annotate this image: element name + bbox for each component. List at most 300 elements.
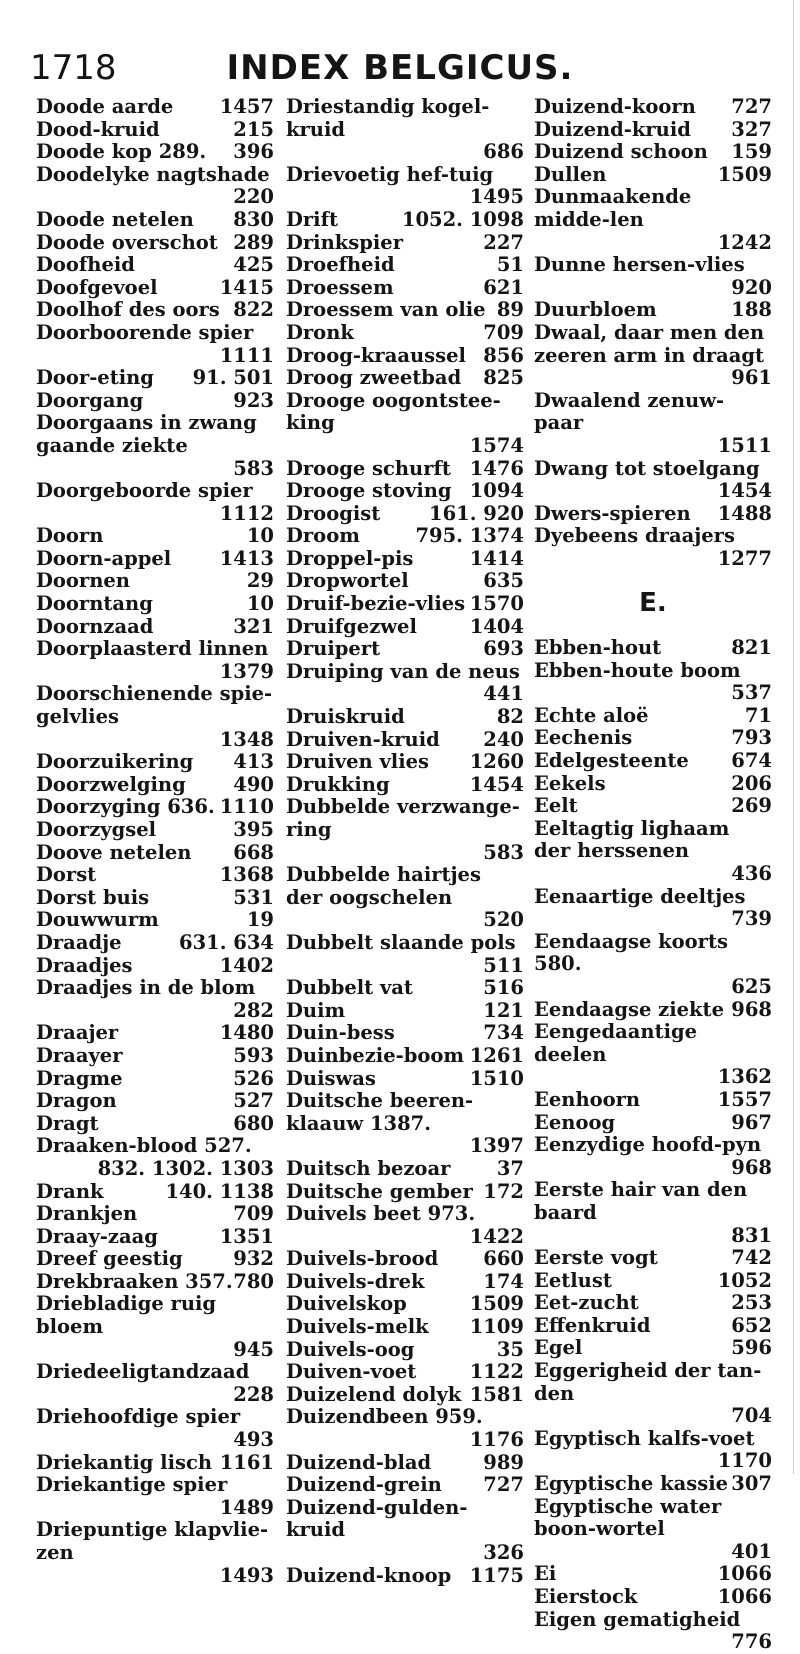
index-entry	[534, 705, 772, 728]
entry-page-ref: 932	[233, 1247, 274, 1271]
entry-term: Duiswas	[286, 1066, 376, 1090]
entry-page-ref: 780	[233, 1269, 274, 1293]
entry-term: Doode overschot	[36, 230, 218, 254]
entry-term: Eenoog	[534, 1110, 616, 1134]
entry-term: Duizendbeen 959.	[286, 1405, 483, 1429]
entry-term: Doode aarde	[36, 95, 174, 118]
entry-term: Duim	[286, 998, 346, 1022]
entry-term: Doorschienende spie-gelvlies	[36, 682, 273, 729]
entry-page-ref: 923	[233, 388, 274, 412]
entry-term: Doornen	[36, 569, 130, 593]
entry-page-ref: 652	[731, 1313, 772, 1337]
index-entry	[286, 1181, 524, 1204]
index-entry	[534, 299, 772, 322]
index-entry	[36, 480, 274, 525]
entry-page-ref: 516	[483, 976, 524, 1000]
index-entry	[286, 480, 524, 503]
index-entry	[534, 1134, 772, 1179]
entry-page-ref: 531	[233, 885, 274, 909]
entry-term: Doorboorende spier	[36, 320, 254, 344]
page-number: 1718	[30, 48, 117, 88]
index-entry	[534, 773, 772, 796]
entry-page-ref: 1510	[469, 1066, 524, 1090]
index-entry	[534, 458, 772, 503]
entry-page-ref: 321	[233, 614, 274, 638]
entry-page-ref: 795. 1374	[415, 524, 524, 548]
entry-page-ref: 215	[233, 117, 274, 141]
entry-term: Dubbelt slaande pols	[286, 930, 516, 954]
index-entry	[36, 1452, 274, 1475]
entry-page-ref: 1509	[469, 1292, 524, 1316]
index-entry	[36, 1248, 274, 1271]
entry-page-ref: 856	[483, 343, 524, 367]
index-entry	[36, 96, 274, 119]
index-entry	[534, 1473, 772, 1496]
index-entry	[286, 345, 524, 368]
entry-page-ref: 1348	[219, 727, 274, 751]
index-entry	[286, 525, 524, 548]
entry-page-ref: 1242	[717, 230, 772, 254]
entry-term: Dubbelde verzwange-ring	[286, 795, 520, 841]
index-entry	[286, 232, 524, 255]
entry-page-ref: 596	[731, 1336, 772, 1360]
entry-page-ref: 413	[233, 750, 274, 774]
index-entry	[36, 1519, 274, 1587]
entry-page-ref: 709	[233, 1202, 274, 1226]
entry-page-ref: 1052. 1098	[401, 207, 524, 231]
entry-page-ref: 693	[483, 637, 524, 661]
entry-term: Echte aloë	[534, 703, 649, 727]
index-entry	[36, 955, 274, 978]
entry-page-ref: 920	[731, 275, 772, 299]
index-entry	[286, 458, 524, 481]
entry-term: Eet-zucht	[534, 1291, 639, 1315]
index-entry	[286, 593, 524, 616]
entry-page-ref: 326	[483, 1541, 524, 1564]
entry-page-ref: 704	[731, 1404, 772, 1428]
index-entry	[534, 637, 772, 660]
entry-term: Duinbezie-boom	[286, 1043, 464, 1067]
entry-page-ref: 625	[731, 974, 772, 998]
entry-term: Ei	[534, 1562, 557, 1586]
entry-term: Eendaagse ziekte	[534, 997, 724, 1021]
entry-term: Egel	[534, 1336, 583, 1360]
entry-page-ref: 19	[246, 908, 274, 932]
entry-term: Eerste hair van den baard	[534, 1178, 748, 1224]
entry-page-ref: 1480	[219, 1021, 274, 1045]
index-entry	[36, 909, 274, 932]
entry-term: Dronk	[286, 320, 354, 344]
entry-page-ref: 490	[233, 772, 274, 796]
page-title: INDEX BELGICUS.	[226, 48, 574, 88]
index-entry	[534, 1586, 772, 1609]
entry-term: Duurbloem	[534, 298, 657, 322]
entry-term: Drooge schurft	[286, 456, 451, 480]
entry-page-ref: 825	[483, 366, 524, 390]
entry-page-ref: 35	[496, 1337, 524, 1361]
entry-term: Druifgezwel	[286, 614, 417, 638]
index-entry	[286, 977, 524, 1000]
entry-term: Duivelskop	[286, 1292, 407, 1316]
index-entry	[286, 1271, 524, 1294]
entry-term: Dwang tot stoelgang	[534, 456, 760, 480]
index-entry	[286, 209, 524, 232]
index-entry	[286, 96, 524, 164]
index-entry	[36, 412, 274, 480]
entry-term: Duitsche gember	[286, 1179, 473, 1203]
entry-term: Doorzyging 636.	[36, 795, 215, 819]
entry-term: Eenaartige deeltjes	[534, 884, 746, 908]
index-entry	[36, 1135, 274, 1180]
entry-term: Doorgeboorde spier	[36, 479, 253, 503]
entry-term: Dwers-spieren	[534, 501, 691, 525]
entry-term: Doofgevoel	[36, 275, 158, 299]
entry-term: Duizend-gulden-kruid	[286, 1495, 468, 1542]
entry-term: Druif-bezie-vlies	[286, 592, 466, 616]
index-entry	[286, 1000, 524, 1023]
index-entry	[36, 842, 274, 865]
entry-term: Eeltagtig lighaam der herssenen	[534, 816, 730, 863]
index-entry	[36, 593, 274, 616]
entry-term: Duiven-voet	[286, 1360, 417, 1384]
entry-term: Duitsche beeren-klaauw 1387.	[286, 1089, 474, 1135]
entry-term: Draayer	[36, 1043, 123, 1067]
entry-page-ref: 989	[483, 1450, 524, 1474]
entry-term: Dorst	[36, 863, 97, 887]
index-entry	[534, 1089, 772, 1112]
entry-page-ref: 621	[483, 275, 524, 299]
index-entry	[286, 864, 524, 932]
entry-term: Doorgang	[36, 388, 144, 412]
entry-page-ref: 1404	[469, 614, 524, 638]
entry-term: Doofheid	[36, 253, 135, 277]
entry-page-ref: 282	[233, 998, 274, 1022]
entry-term: Drekbraaken 357.	[36, 1269, 233, 1293]
entry-term: Dunmaakende midde-len	[534, 185, 692, 231]
entry-page-ref: 1379	[219, 659, 274, 683]
index-entry	[36, 819, 274, 842]
entry-term: Duin-bess	[286, 1021, 395, 1045]
entry-term: Dragt	[36, 1111, 99, 1135]
index-entry	[286, 548, 524, 571]
entry-term: Doodelyke nagtshade	[36, 162, 270, 186]
index-entry	[36, 164, 274, 209]
entry-page-ref: 686	[483, 140, 524, 164]
entry-page-ref: 37	[496, 1156, 524, 1180]
index-column-3	[534, 96, 772, 1654]
index-entry	[286, 367, 524, 390]
entry-page-ref: 945	[233, 1337, 274, 1361]
entry-term: Draadje	[36, 930, 122, 954]
entry-page-ref: 1509	[717, 162, 772, 186]
entry-page-ref: 583	[483, 840, 524, 864]
index-entry	[286, 1248, 524, 1271]
entry-term: Drievoetig hef-tuig	[286, 162, 494, 186]
entry-page-ref: 307	[731, 1472, 772, 1496]
index-entry	[534, 503, 772, 526]
entry-term: Druiping van de neus	[286, 659, 520, 683]
entry-term: Doorzygsel	[36, 818, 157, 841]
index-entry	[534, 1337, 772, 1360]
entry-page-ref: 1066	[717, 1562, 772, 1586]
index-entry	[286, 1022, 524, 1045]
entry-page-ref: 742	[731, 1246, 772, 1270]
entry-term: Doode netelen	[36, 207, 194, 231]
index-entry	[36, 1293, 274, 1361]
index-entry	[286, 1068, 524, 1091]
index-entry	[36, 367, 274, 390]
entry-page-ref: 967	[731, 1110, 772, 1134]
entry-page-ref: 1489	[219, 1495, 274, 1519]
entry-page-ref: 1511	[717, 433, 772, 457]
index-entry	[286, 706, 524, 729]
entry-term: Driekantig lisch	[36, 1450, 213, 1474]
entry-page-ref: 593	[233, 1043, 274, 1067]
entry-page-ref: 968	[731, 997, 772, 1021]
entry-term: Droppel-pis	[286, 546, 414, 570]
index-entry	[36, 796, 274, 819]
entry-term: Drankjen	[36, 1202, 138, 1226]
entry-page-ref: 174	[483, 1269, 524, 1293]
entry-page-ref: 253	[731, 1291, 772, 1315]
entry-term: Duitsch bezoar	[286, 1156, 451, 1180]
index-entry	[534, 96, 772, 119]
index-entry	[36, 1045, 274, 1068]
index-column-1	[36, 96, 274, 1587]
entry-page-ref: 1112	[219, 501, 274, 525]
index-entry	[36, 570, 274, 593]
index-entry	[534, 186, 772, 254]
index-entry	[286, 1384, 524, 1407]
entry-page-ref: 1397	[469, 1134, 524, 1158]
entry-page-ref: 91. 501	[192, 366, 274, 390]
entry-page-ref: 1111	[219, 343, 274, 367]
entry-term: Dreef geestig	[36, 1247, 183, 1271]
entry-term: Dorst buis	[36, 885, 150, 909]
entry-term: Druiven-kruid	[286, 727, 440, 751]
index-entry	[534, 525, 772, 570]
entry-term: Doorgaans in zwang gaande ziekte	[36, 411, 257, 457]
index-entry	[36, 977, 274, 1022]
index-entry	[534, 254, 772, 299]
entry-term: Doorn-appel	[36, 546, 172, 570]
entry-page-ref: 821	[731, 636, 772, 660]
entry-page-ref: 441	[483, 682, 524, 706]
entry-term: Doolhof des oors	[36, 298, 220, 322]
index-entry	[36, 548, 274, 571]
entry-page-ref: 734	[483, 1021, 524, 1045]
entry-term: Eerste vogt	[534, 1246, 658, 1270]
index-entry	[36, 1226, 274, 1249]
entry-term: Duivels-brood	[286, 1247, 439, 1271]
entry-term: Eekels	[534, 771, 606, 795]
index-entry	[286, 1316, 524, 1339]
index-entry	[534, 750, 772, 773]
index-entry	[286, 1339, 524, 1362]
index-entry	[36, 751, 274, 774]
entry-page-ref: 206	[731, 771, 772, 795]
entry-page-ref: 121	[483, 998, 524, 1022]
entry-term: Drooge stoving	[286, 479, 452, 503]
entry-term: Driebladige ruig bloem	[36, 1292, 217, 1339]
entry-page-ref: 511	[483, 953, 524, 977]
entry-page-ref: 493	[233, 1428, 274, 1452]
entry-page-ref: 227	[483, 230, 524, 254]
entry-term: Duivels-oog	[286, 1337, 415, 1361]
entry-page-ref: 668	[233, 840, 274, 864]
index-entry	[286, 164, 524, 209]
index-entry	[286, 661, 524, 706]
entry-term: Dood-kruid	[36, 117, 160, 141]
entry-page-ref: 793	[731, 726, 772, 750]
entry-page-ref: 631. 634	[179, 930, 274, 954]
entry-page-ref: 1415	[219, 275, 274, 299]
entry-page-ref: 1176	[469, 1428, 524, 1452]
index-entry	[534, 1021, 772, 1089]
index-entry	[36, 774, 274, 797]
entry-page-ref: 832. 1302. 1303	[97, 1156, 274, 1180]
index-entry	[36, 209, 274, 232]
entry-page-ref: 727	[483, 1473, 524, 1497]
index-entry	[36, 932, 274, 955]
entry-term: Druiskruid	[286, 705, 405, 729]
index-entry	[286, 390, 524, 458]
entry-page-ref: 1414	[469, 546, 524, 570]
entry-term: Droog zweetbad	[286, 366, 462, 390]
entry-page-ref: 10	[246, 592, 274, 616]
entry-page-ref: 1161	[219, 1450, 274, 1474]
entry-term: Dyebeens draajers	[534, 524, 735, 548]
entry-term: Doornzaad	[36, 614, 154, 638]
entry-page-ref: 1557	[717, 1087, 772, 1111]
index-entry	[286, 751, 524, 774]
entry-page-ref: 739	[731, 907, 772, 931]
entry-page-ref: 526	[233, 1066, 274, 1090]
entry-page-ref: 1495	[469, 185, 524, 209]
index-entry	[534, 886, 772, 931]
entry-term: Duizend-kruid	[534, 117, 691, 141]
index-entry	[36, 1474, 274, 1519]
entry-term: Doorzuikering	[36, 750, 194, 774]
index-entry	[534, 931, 772, 999]
entry-term: Driekantige spier	[36, 1473, 228, 1497]
index-entry	[286, 503, 524, 526]
entry-term: Droefheid	[286, 253, 395, 277]
index-entry	[36, 1113, 274, 1136]
entry-term: Driehoofdige spier	[36, 1405, 241, 1429]
entry-page-ref: 140. 1138	[165, 1179, 274, 1203]
entry-term: Dwaal, daar men den zeeren arm in draagt	[534, 320, 765, 367]
index-entry	[286, 1045, 524, 1068]
index-entry	[534, 1315, 772, 1338]
entry-page-ref: 1052	[717, 1268, 772, 1292]
entry-term: Doorntang	[36, 592, 153, 616]
index-entry	[286, 932, 524, 977]
entry-page-ref: 269	[731, 794, 772, 818]
index-entry	[36, 119, 274, 142]
index-entry	[286, 616, 524, 639]
entry-page-ref: 1493	[219, 1563, 274, 1587]
entry-page-ref: 1422	[469, 1224, 524, 1248]
entry-term: Duizend-grein	[286, 1473, 442, 1497]
entry-page-ref: 396	[233, 140, 274, 164]
entry-page-ref: 1260	[469, 750, 524, 774]
entry-page-ref: 830	[233, 207, 274, 231]
entry-term: Draadjes in de blom	[36, 976, 256, 1000]
entry-page-ref: 1368	[219, 863, 274, 887]
entry-page-ref: 1457	[219, 95, 274, 118]
entry-term: Douwwurm	[36, 908, 159, 932]
entry-term: Draadjes	[36, 953, 133, 977]
entry-term: Droom	[286, 524, 360, 548]
entry-page-ref: 1094	[469, 479, 524, 503]
entry-page-ref: 1454	[717, 479, 772, 503]
entry-page-ref: 1454	[469, 772, 524, 796]
entry-page-ref: 395	[233, 818, 274, 841]
entry-term: Eenhoorn	[534, 1087, 641, 1111]
index-entry	[286, 1565, 524, 1588]
index-entry	[534, 1496, 772, 1564]
index-entry	[534, 141, 772, 164]
entry-page-ref: 289	[233, 230, 274, 254]
index-entry	[286, 774, 524, 797]
index-entry	[534, 1270, 772, 1293]
index-entry	[36, 864, 274, 887]
entry-page-ref: 635	[483, 569, 524, 593]
index-entry	[286, 322, 524, 345]
index-entry	[286, 1406, 524, 1451]
entry-term: Druiven vlies	[286, 750, 430, 774]
entry-page-ref: 327	[731, 117, 772, 141]
entry-term: Doorplaasterd linnen	[36, 637, 269, 661]
index-entry	[534, 1563, 772, 1586]
index-entry	[36, 887, 274, 910]
entry-term: Draaken-blood 527.	[36, 1134, 252, 1158]
entry-term: Eendaagse koorts 580.	[534, 929, 728, 976]
entry-page-ref: 82	[496, 705, 524, 729]
entry-term: Effenkruid	[534, 1313, 651, 1337]
entry-page-ref: 1261	[469, 1043, 524, 1067]
index-column-2	[286, 96, 524, 1587]
entry-term: Duizend-blad	[286, 1450, 432, 1474]
index-entry	[286, 1361, 524, 1384]
entry-term: Eggerigheid der tan-den	[534, 1359, 762, 1405]
entry-term: Eelt	[534, 794, 578, 818]
entry-page-ref: 159	[731, 140, 772, 164]
entry-term: Door-eting	[36, 366, 154, 390]
entry-term: Doorn	[36, 524, 104, 548]
index-entry	[36, 525, 274, 548]
entry-term: Doove netelen	[36, 840, 192, 864]
entry-term: Drinkspier	[286, 230, 403, 254]
index-entry	[534, 322, 772, 390]
index-entry	[36, 1271, 274, 1294]
entry-term: Duivels beet 973.	[286, 1202, 476, 1226]
entry-term: Eierstock	[534, 1585, 638, 1608]
index-entry	[534, 795, 772, 818]
entry-term: Driedeeligtandzaad	[36, 1360, 250, 1384]
entry-term: Drooge oogontstee-king	[286, 388, 501, 435]
index-entry	[286, 1203, 524, 1248]
entry-term: Draay-zaag	[36, 1224, 158, 1248]
entry-term: Duivels-drek	[286, 1269, 425, 1293]
entry-term: Edelgesteente	[534, 749, 689, 773]
index-entry	[286, 570, 524, 593]
entry-page-ref: 71	[744, 703, 772, 727]
entry-term: Dullen	[534, 162, 607, 186]
entry-term: Dropwortel	[286, 569, 409, 593]
entry-term: Doode kop 289.	[36, 140, 207, 164]
